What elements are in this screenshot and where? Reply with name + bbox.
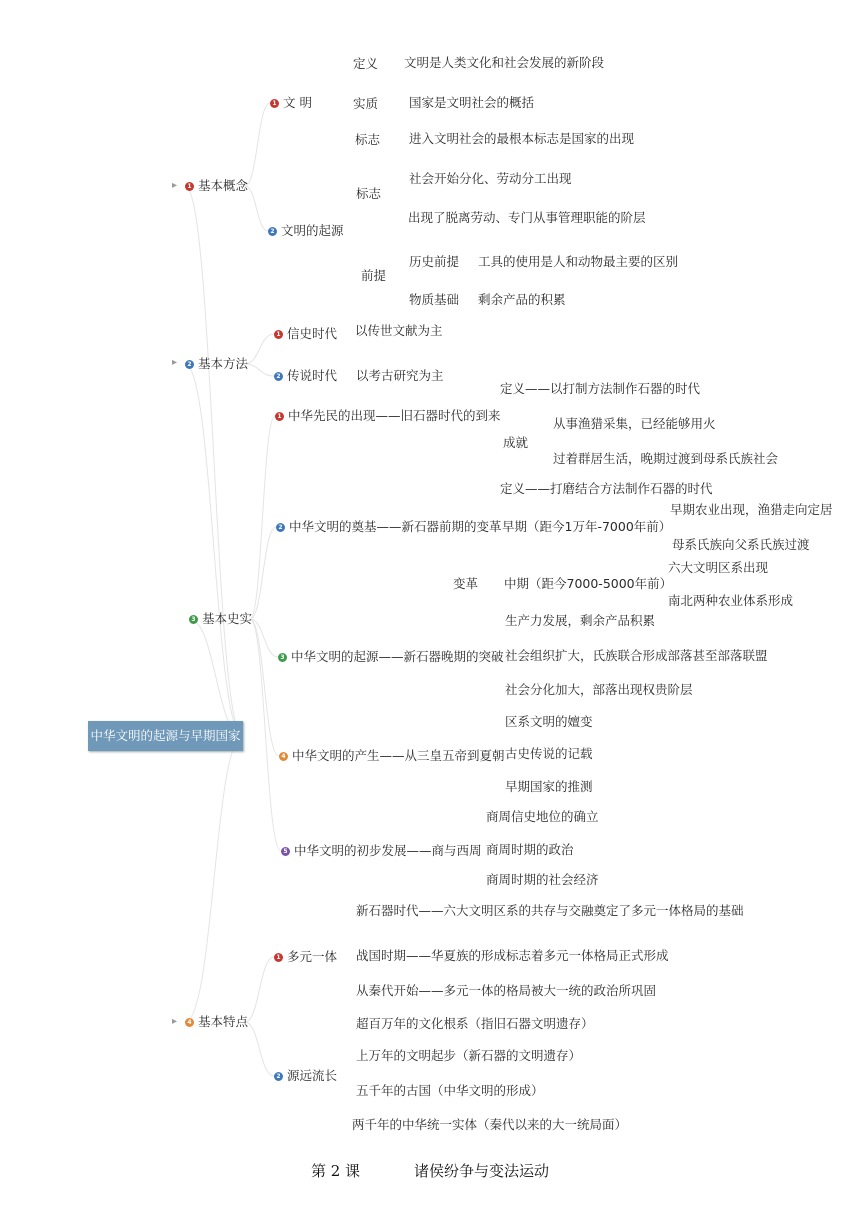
leaf-value: 新石器时代——六大文明区系的共存与交融奠定了多元一体格局的基础	[356, 903, 744, 918]
node-basic-facts[interactable]	[189, 611, 252, 627]
priority-1-icon: 1	[275, 412, 284, 421]
node-label: 中华文明的初步发展——商与西周	[294, 843, 482, 858]
leaf-value: 六大文明区系出现	[668, 560, 769, 575]
leaf-value: 上万年的文明起步（新石器的文明遗存）	[356, 1048, 582, 1063]
connector-line	[245, 957, 274, 1022]
leaf-key: 标志	[356, 186, 382, 201]
node-label: 传说时代	[287, 368, 338, 383]
leaf-value: 社会开始分化、劳动分工出现	[409, 171, 572, 186]
node-label: 源远流长	[287, 1068, 338, 1083]
priority-1-icon: 1	[274, 953, 283, 962]
leaf-value: 国家是文明社会的概括	[409, 95, 535, 110]
node-foundation[interactable]	[276, 519, 502, 535]
node-label: 信史时代	[287, 326, 338, 341]
collapse-dot-icon: ▸	[172, 180, 178, 191]
node-basic-features[interactable]	[185, 1014, 248, 1030]
collapse-dot-icon: ▸	[172, 1016, 178, 1027]
node-early-dev[interactable]	[281, 843, 482, 859]
node-label: 中华文明的起源——新石器晚期的突破	[291, 649, 504, 664]
leaf-value: 区系文明的嬗变	[505, 714, 593, 729]
node-label: 文 明	[283, 95, 312, 110]
connector-line	[185, 186, 243, 736]
priority-4-icon: 4	[279, 752, 288, 761]
node-label: 多元一体	[287, 949, 338, 964]
node-label: 基本史实	[202, 611, 253, 626]
lesson-title: 诸侯纷争与变法运动	[414, 1162, 550, 1180]
priority-2-icon: 2	[185, 360, 194, 369]
leaf-value: 以考古研究为主	[356, 368, 444, 383]
node-xinshi[interactable]	[274, 326, 337, 342]
lesson-number: 第 2 课	[310, 1162, 361, 1180]
leaf-key: 变革	[453, 576, 479, 591]
priority-2-icon: 2	[268, 227, 277, 236]
leaf-value: 早期农业出现，渔猎走向定居	[670, 502, 833, 517]
node-basic-methods[interactable]	[185, 356, 248, 372]
priority-1-icon: 1	[274, 330, 283, 339]
leaf-value: 商周时期的社会经济	[486, 872, 599, 887]
node-label: 中华先民的出现——旧石器时代的到来	[288, 408, 501, 423]
leaf-value: 定义——以打制方法制作石器的时代	[500, 381, 701, 396]
connector-line	[185, 736, 243, 1022]
leaf-value: 商周时期的政治	[486, 842, 574, 857]
root-node[interactable]: 中华文明的起源与早期国家	[88, 721, 243, 751]
connector-line	[245, 334, 274, 364]
priority-2-icon: 2	[274, 372, 283, 381]
connector-line	[185, 364, 243, 736]
leaf-value: 母系氏族向父系氏族过渡	[672, 537, 810, 552]
leaf-value: 南北两种农业体系形成	[668, 593, 794, 608]
priority-5-icon: 5	[281, 847, 290, 856]
leaf-key: 早期（距今1万年-7000年前）	[502, 519, 672, 534]
node-wenming[interactable]	[270, 95, 312, 111]
leaf-key: 物质基础	[409, 292, 460, 307]
leaf-value: 过着群居生活，晚期过渡到母系氏族社会	[553, 451, 779, 466]
leaf-value: 出现了脱离劳动、专门从事管理职能的阶层	[408, 210, 646, 225]
node-label: 基本概念	[198, 178, 249, 193]
leaf-value: 进入文明社会的最根本标志是国家的出现	[409, 131, 635, 146]
leaf-key: 定义	[353, 56, 379, 71]
leaf-value: 社会分化加大，部落出现权贵阶层	[505, 682, 693, 697]
priority-3-icon: 3	[189, 615, 198, 624]
node-label: 基本特点	[198, 1014, 249, 1029]
leaf-value: 五千年的古国（中华文明的形成）	[356, 1083, 544, 1098]
node-label: 基本方法	[198, 356, 249, 371]
priority-2-icon: 2	[276, 523, 285, 532]
leaf-value: 以传世文献为主	[355, 323, 443, 338]
leaf-value: 商周信史地位的确立	[486, 809, 599, 824]
node-label: 文明的起源	[281, 223, 344, 238]
priority-1-icon: 1	[185, 182, 194, 191]
connector-line	[250, 416, 275, 619]
leaf-value: 从事渔猎采集，已经能够用火	[553, 416, 716, 431]
node-wenming-origin[interactable]	[268, 223, 344, 239]
node-longevity[interactable]	[274, 1068, 337, 1084]
leaf-value: 文明是人类文化和社会发展的新阶段	[404, 55, 605, 70]
leaf-key: 成就	[503, 435, 529, 450]
node-basic-concepts[interactable]	[185, 178, 248, 194]
leaf-value: 古史传说的记载	[505, 746, 593, 761]
collapse-dot-icon: ▸	[172, 357, 178, 368]
connector-line	[245, 103, 270, 186]
leaf-key: 实质	[353, 96, 379, 111]
leaf-value: 早期国家的推测	[505, 779, 593, 794]
leaf-value: 战国时期——华夏族的形成标志着多元一体格局正式形成	[356, 948, 669, 963]
connector-line	[250, 619, 281, 851]
leaf-value: 社会组织扩大，氏族联合形成部落甚至部落联盟	[505, 648, 768, 663]
node-ancestors[interactable]	[275, 408, 501, 424]
priority-2-icon: 2	[274, 1072, 283, 1081]
node-chuanshuo[interactable]	[274, 368, 337, 384]
leaf-value: 定义——打磨结合方法制作石器的时代	[500, 481, 713, 496]
priority-4-icon: 4	[185, 1018, 194, 1027]
priority-1-icon: 1	[270, 99, 279, 108]
leaf-value: 剩余产品的积累	[478, 292, 566, 307]
connector-line	[245, 186, 268, 231]
connector-line	[245, 1022, 274, 1076]
node-emergence[interactable]	[279, 748, 505, 764]
leaf-value: 两千年的中华统一实体（秦代以来的大一统局面）	[352, 1117, 628, 1132]
leaf-key: 历史前提	[409, 254, 460, 269]
node-label: 中华文明的产生——从三皇五帝到夏朝	[292, 748, 505, 763]
priority-3-icon: 3	[278, 653, 287, 662]
leaf-key: 前提	[361, 268, 387, 283]
leaf-key: 中期（距今7000-5000年前）	[504, 576, 673, 591]
node-origin-late[interactable]	[278, 649, 504, 665]
connector-line	[250, 527, 276, 619]
node-pluralism[interactable]	[274, 949, 337, 965]
leaf-value: 工具的使用是人和动物最主要的区别	[478, 254, 679, 269]
leaf-value: 超百万年的文化根系（指旧石器文明遗存）	[356, 1016, 594, 1031]
leaf-key: 标志	[355, 132, 381, 147]
connector-line	[245, 364, 274, 376]
leaf-value: 从秦代开始——多元一体的格局被大一统的政治所巩固	[356, 983, 657, 998]
page-footer	[0, 1160, 860, 1181]
leaf-value: 生产力发展，剩余产品积累	[505, 613, 656, 628]
node-label: 中华文明的奠基——新石器前期的变革	[289, 519, 502, 534]
